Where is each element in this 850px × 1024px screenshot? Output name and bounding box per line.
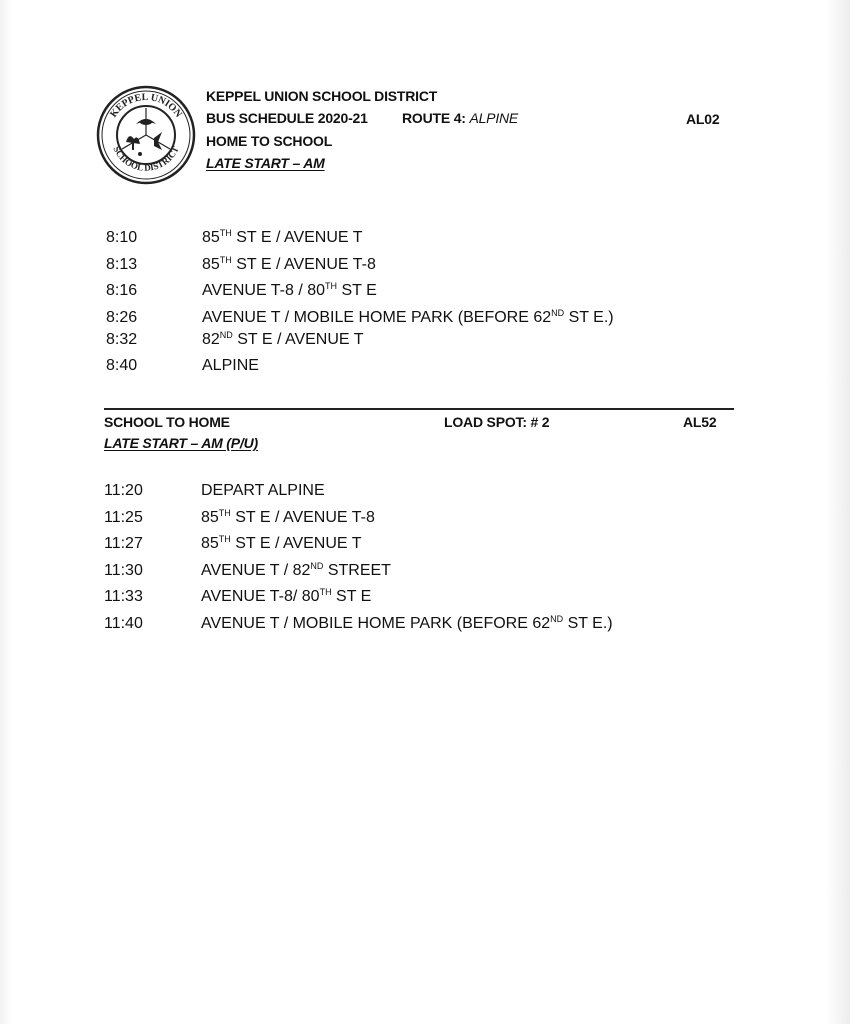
stop-time: 11:20 — [104, 482, 143, 499]
route-label — [402, 110, 518, 126]
return-direction-title: SCHOOL TO HOME — [104, 414, 230, 430]
stop-location: AVENUE T-8 / 80TH ST E — [202, 281, 377, 299]
stop-time: 11:30 — [104, 562, 143, 579]
stop-time: 8:26 — [106, 309, 138, 326]
seal-text-top: KEPPEL UNION — [108, 91, 184, 120]
page-edge-shadow-right — [826, 0, 850, 1024]
return-route-code: AL52 — [683, 414, 717, 430]
session-title: LATE START – AM — [206, 155, 325, 171]
page-edge-shadow — [0, 0, 12, 1024]
stop-location: AVENUE T / MOBILE HOME PARK (BEFORE 62ND ST E.) — [201, 614, 613, 632]
route-number: ROUTE 4: — [402, 110, 466, 126]
seal-text-bottom: SCHOOL DISTRICT — [111, 144, 181, 173]
section-divider — [104, 408, 734, 410]
stop-location: AVENUE T / MOBILE HOME PARK (BEFORE 62ND ST E.) — [202, 308, 614, 326]
stop-time: 8:32 — [106, 331, 138, 348]
stop-location: 85TH ST E / AVENUE T-8 — [202, 255, 376, 273]
stop-time: 11:27 — [104, 535, 143, 552]
stop-location: AVENUE T-8/ 80TH ST E — [201, 587, 372, 605]
direction-title: HOME TO SCHOOL — [206, 133, 333, 149]
stop-time: 8:13 — [106, 256, 138, 273]
stop-time: 8:10 — [106, 229, 138, 246]
stop-location: DEPART ALPINE — [201, 482, 325, 499]
svg-text:SCHOOL DISTRICT — [111, 145, 180, 173]
route-code: AL02 — [686, 111, 720, 127]
district-seal-logo — [96, 84, 196, 186]
stop-time: 11:40 — [104, 615, 143, 632]
schedule-year: BUS SCHEDULE 2020-21 — [206, 110, 368, 126]
stop-time: 8:16 — [106, 282, 138, 299]
stop-time: 11:25 — [104, 509, 143, 526]
district-name: KEPPEL UNION SCHOOL DISTRICT — [206, 88, 438, 104]
stop-location: ALPINE — [202, 357, 259, 374]
stop-location: 85TH ST E / AVENUE T-8 — [201, 508, 375, 526]
stop-location: AVENUE T / 82ND STREET — [201, 561, 391, 579]
stop-location: 82ND ST E / AVENUE T — [202, 330, 364, 348]
stop-time: 8:40 — [106, 357, 138, 374]
load-spot: LOAD SPOT: # 2 — [444, 414, 550, 430]
return-session-title: LATE START – AM (P/U) — [104, 435, 258, 451]
stop-location: 85TH ST E / AVENUE T — [201, 534, 362, 552]
route-name: ALPINE — [469, 110, 519, 126]
stop-time: 11:33 — [104, 588, 143, 605]
stop-location: 85TH ST E / AVENUE T — [202, 228, 363, 246]
